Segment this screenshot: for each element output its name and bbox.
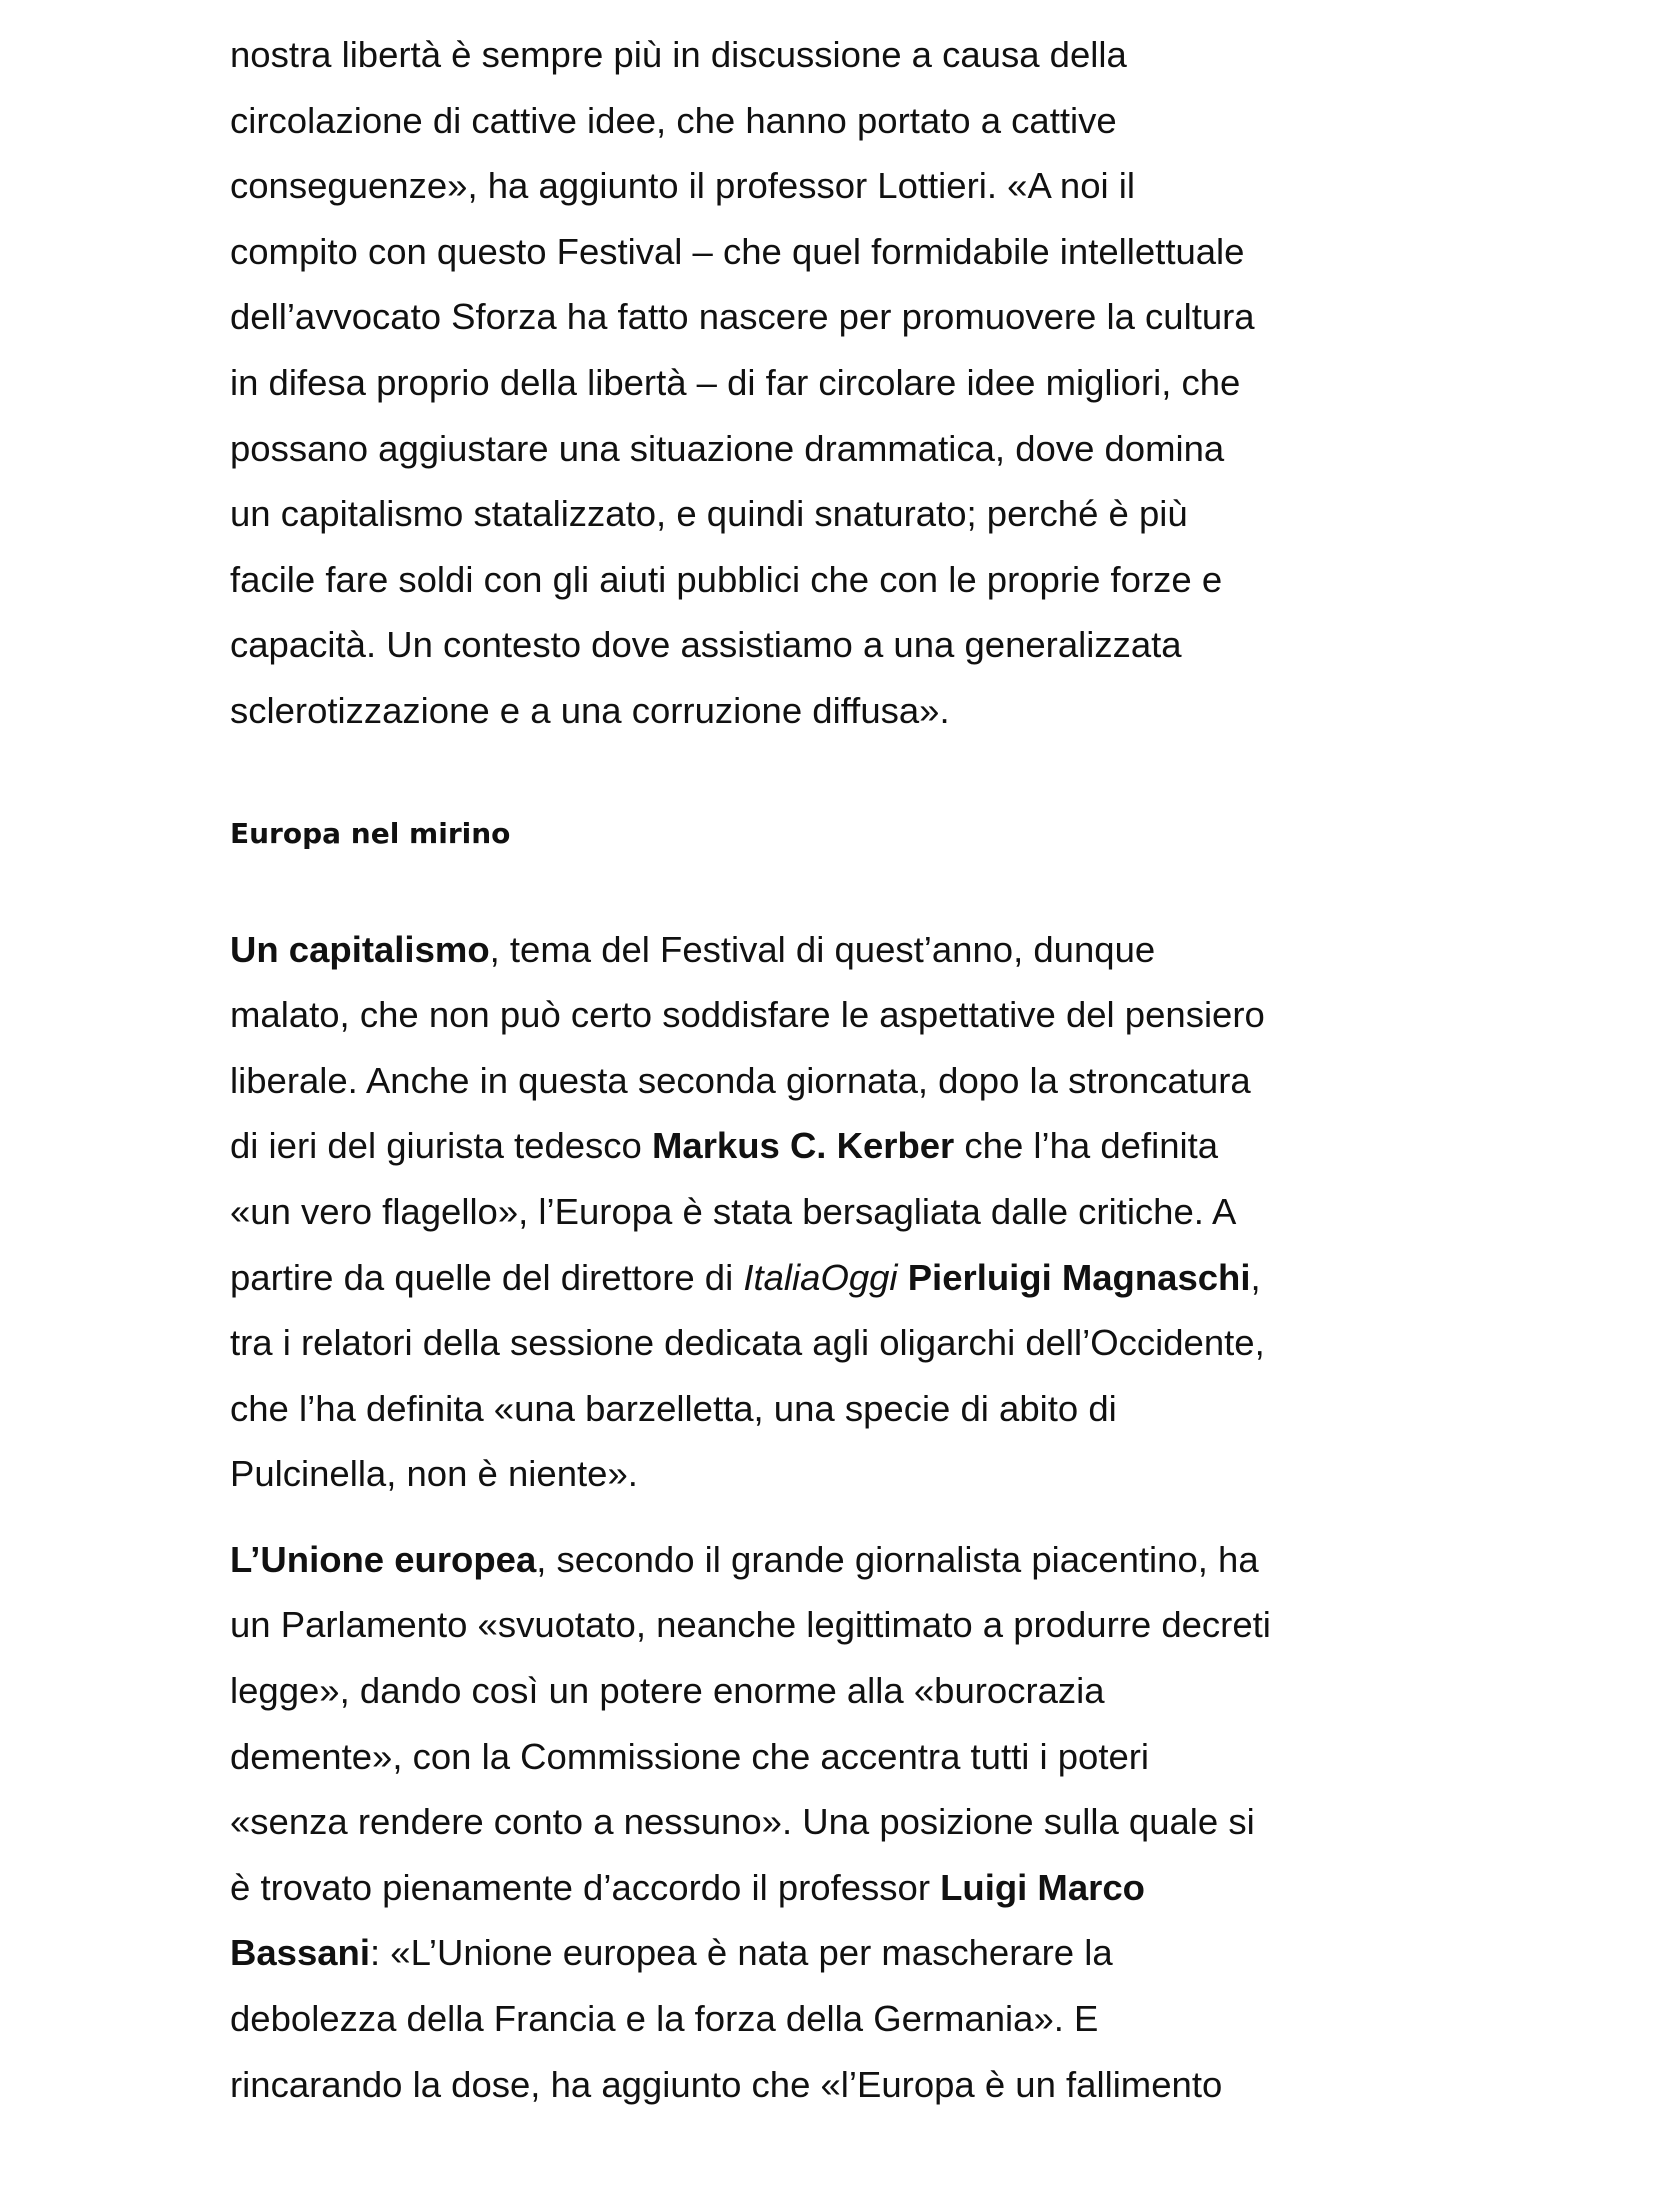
text-line: un Parlamento «svuotato, neanche legittimato a produrre decreti	[230, 1604, 1271, 1646]
text-line	[230, 1920, 1430, 1986]
text-line: «senza rendere conto a nessuno». Una posizione sulla quale si	[230, 1801, 1255, 1843]
text-line: Pulcinella, non è niente».	[230, 1453, 638, 1495]
text-line: malato, che non può certo soddisfare le aspettative del pensiero	[230, 994, 1265, 1036]
text-line: debolezza della Francia e la forza della Germania». E	[230, 1998, 1099, 2040]
section-heading: Europa nel mirino	[230, 816, 511, 850]
text-line	[230, 1855, 1430, 1921]
text-line: nostra libertà è sempre più in discussione a causa della	[230, 34, 1127, 75]
bold-term: Un capitalismo	[230, 928, 490, 970]
text-line: dell’avvocato Sforza ha fatto nascere per promuovere la cultura	[230, 296, 1255, 338]
text-line: demente», con la Commissione che accentra tutti i poteri	[230, 1735, 1150, 1777]
text-line: capacità. Un contesto dove assistiamo a una generalizzata	[230, 624, 1182, 666]
text-run: , secondo il grande giornalista piacentino, ha	[536, 1538, 1259, 1580]
text-run: di ieri del giurista tedesco	[230, 1125, 652, 1167]
paragraph-intro	[230, 22, 1430, 744]
text-line: che l’ha definita «una barzelletta, una specie di abito di	[230, 1387, 1117, 1429]
text-line: possano aggiustare una situazione drammatica, dove domina	[230, 427, 1225, 469]
person-name: Pierluigi Magnaschi	[907, 1256, 1251, 1298]
person-name: Markus C. Kerber	[652, 1125, 955, 1167]
text-run: , tema del Festival di quest’anno, dunque	[489, 928, 1156, 970]
text-run: : «L’Unione europea è nata per mascherare la	[370, 1932, 1113, 1974]
article-page	[230, 22, 1430, 2117]
text-line: legge», dando così un potere enorme alla «burocrazia	[230, 1670, 1105, 1712]
text-line: compito con questo Festival – che quel formidabile intellettuale	[230, 230, 1245, 272]
text-line: circolazione di cattive idee, che hanno portato a cattive	[230, 99, 1117, 141]
text-line	[230, 1527, 1430, 1593]
text-run	[898, 1257, 908, 1298]
text-run: è trovato pienamente d’accordo il professor	[230, 1866, 941, 1908]
text-line	[230, 1113, 1430, 1179]
text-line: sclerotizzazione e a una corruzione diffusa».	[230, 689, 950, 731]
text-line	[230, 917, 1430, 983]
bold-term: L’Unione europea	[230, 1538, 537, 1580]
text-line: un capitalismo statalizzato, e quindi snaturato; perché è più	[230, 493, 1188, 535]
paragraph-eu	[230, 1527, 1430, 2117]
text-line: facile fare soldi con gli aiuti pubblici che con le proprie forze e	[230, 558, 1223, 600]
person-name: Luigi Marco	[940, 1866, 1145, 1908]
text-line: rincarando la dose, ha aggiunto che «l’Europa è un fallimento	[230, 2063, 1223, 2105]
text-line	[230, 1245, 1430, 1311]
text-run: che l’ha definita	[954, 1125, 1219, 1167]
person-name: Bassani	[230, 1932, 370, 1974]
text-run: partire da quelle del direttore di	[230, 1256, 744, 1298]
text-line: tra i relatori della sessione dedicata agli oligarchi dell’Occidente,	[230, 1322, 1265, 1364]
text-line: conseguenze», ha aggiunto il professor Lottieri. «A noi il	[230, 165, 1135, 207]
text-line: in difesa proprio della libertà – di far circolare idee migliori, che	[230, 361, 1241, 403]
text-run: ,	[1250, 1256, 1261, 1298]
text-line: liberale. Anche in questa seconda giornata, dopo la stroncatura	[230, 1059, 1251, 1101]
text-line: «un vero flagello», l’Europa è stata bersagliata dalle critiche. A	[230, 1190, 1237, 1232]
paragraph-capitalism	[230, 917, 1430, 1507]
publication-name: ItaliaOggi	[743, 1256, 898, 1298]
